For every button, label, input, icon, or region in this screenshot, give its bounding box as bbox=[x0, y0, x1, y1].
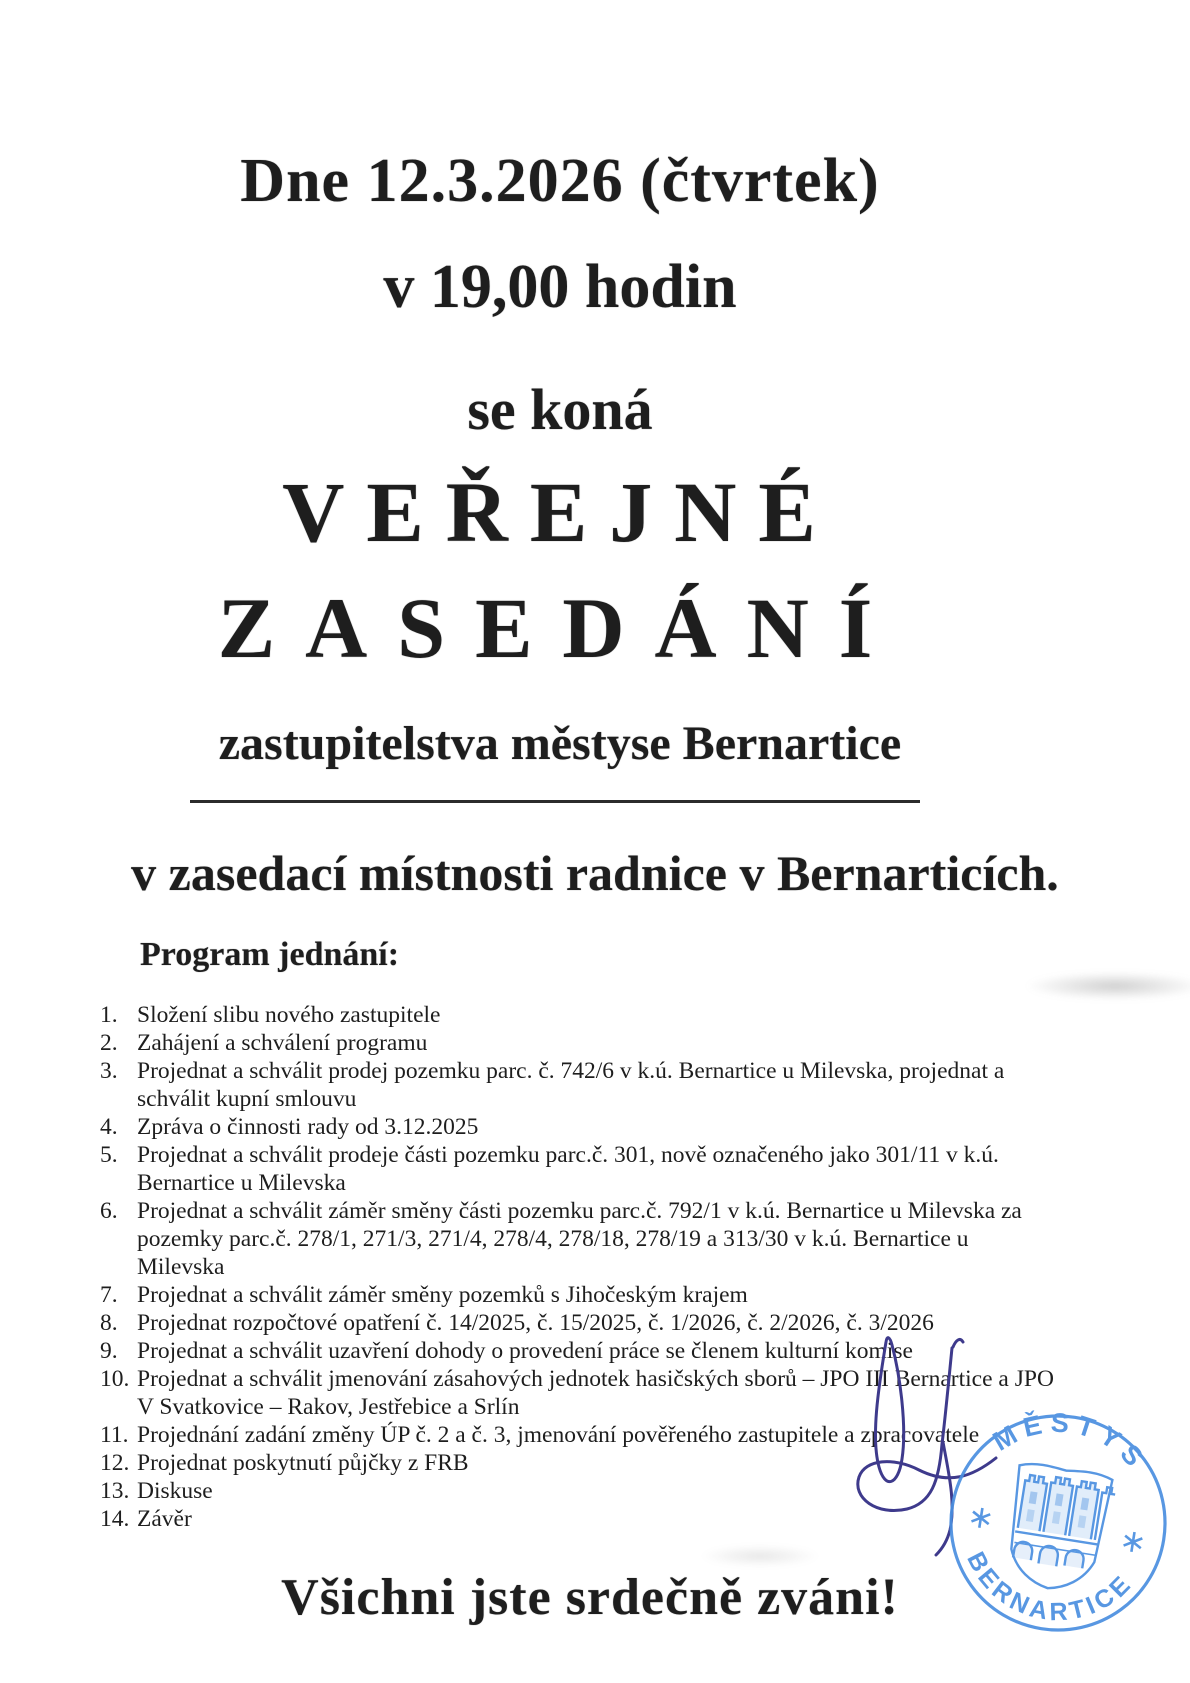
svg-text:MĚSTYS bbox=[984, 1396, 1159, 1481]
agenda-item-number: 7. bbox=[100, 1282, 118, 1308]
stamp-bottom-text: BERNARTICE bbox=[961, 1547, 1139, 1627]
meeting-time: v 19,00 hodin bbox=[383, 253, 737, 321]
agenda-item-text: Projednání zadání změny ÚP č. 2 a č. 3, jmenování pověřeného zastupitele a zpracovatele bbox=[137, 1422, 980, 1448]
agenda-item-number: 12. bbox=[100, 1450, 130, 1476]
agenda-item-number: 10. bbox=[100, 1366, 130, 1392]
agenda-item bbox=[100, 1029, 1058, 1057]
agenda-item-text: Diskuse bbox=[137, 1478, 213, 1504]
agenda-item bbox=[100, 1113, 1058, 1141]
invitation-line: Všichni jste srdečně zváni! bbox=[281, 1569, 899, 1626]
agenda-item-number: 11. bbox=[100, 1422, 129, 1448]
agenda-item-number: 14. bbox=[100, 1506, 130, 1532]
agenda-item bbox=[100, 1001, 1058, 1029]
stamp-coat-of-arms-icon bbox=[1001, 1461, 1118, 1596]
stamp-right-star-icon bbox=[1123, 1531, 1143, 1553]
meeting-location: v zasedací místnosti radnice v Bernarticích. bbox=[131, 845, 1059, 901]
agenda-item-text: Projednat a schválit prodeje části pozemku parc.č. 301, nově označeného jako 301/11 v k.ú. Bernartice u Milevska bbox=[137, 1142, 999, 1196]
agenda-heading: Program jednání: bbox=[140, 936, 400, 973]
agenda-item-text: Projednat a schválit jmenování zásahových jednotek hasičských sborů – JPO III Bernartice a JPO V Svatkovice – Rakov, Jestřebice a Srlín bbox=[137, 1366, 1054, 1420]
agenda-item-number: 1. bbox=[100, 1002, 118, 1028]
agenda-item-text: Projednat a schválit prodej pozemku parc. č. 742/6 v k.ú. Bernartice u Milevska, projednat a schválit kupní smlouvu bbox=[137, 1058, 1005, 1112]
agenda-item-number: 9. bbox=[100, 1338, 118, 1364]
main-title-line2: ZASEDÁNÍ bbox=[217, 580, 903, 676]
agenda-item-number: 8. bbox=[100, 1310, 118, 1336]
agenda-item bbox=[100, 1057, 1058, 1113]
agenda-item-text: Projednat a schválit záměr směny pozemků s Jihočeským krajem bbox=[137, 1282, 748, 1308]
horizontal-divider bbox=[190, 800, 920, 803]
municipal-stamp bbox=[924, 1389, 1190, 1657]
agenda-item-text: Zahájení a schválení programu bbox=[137, 1030, 428, 1056]
agenda-item-number: 5. bbox=[100, 1142, 118, 1168]
agenda-item-number: 6. bbox=[100, 1198, 118, 1224]
council-subtitle: zastupitelstva městyse Bernartice bbox=[218, 717, 902, 770]
scan-smudge bbox=[1025, 972, 1190, 1000]
agenda-item-text: Projednat a schválit záměr směny části pozemku parc.č. 792/1 v k.ú. Bernartice u Milevska za pozemky parc.č. 278/1, 271/3, 271/4, 278/4, 278/18, 278/19 a 313/30 v k.ú. Bernartice u Milevska bbox=[137, 1198, 1022, 1280]
agenda-item-text: Složení slibu nového zastupitele bbox=[137, 1002, 441, 1028]
agenda-item-number: 2. bbox=[100, 1030, 118, 1056]
main-title-line1: VEŘEJNÉ bbox=[282, 464, 838, 560]
agenda-item-text: Projednat poskytnutí půjčky z FRB bbox=[137, 1450, 469, 1476]
agenda-item-text: Projednat a schválit uzavření dohody o provedení práce se členem kulturní komise bbox=[137, 1338, 913, 1364]
stamp-left-star-icon bbox=[971, 1507, 991, 1529]
agenda-item-text: Projednat rozpočtové opatření č. 14/2025, č. 15/2025, č. 1/2026, č. 2/2026, č. 3/2026 bbox=[137, 1310, 934, 1336]
intro-text: se koná bbox=[467, 377, 653, 442]
meeting-date: Dne 12.3.2026 (čtvrtek) bbox=[240, 147, 880, 215]
agenda-item-text: Závěr bbox=[137, 1506, 192, 1532]
agenda-item bbox=[100, 1141, 1058, 1197]
stamp-top-text: MĚSTYS bbox=[987, 1407, 1154, 1478]
agenda-item-text: Zpráva o činnosti rady od 3.12.2025 bbox=[137, 1114, 479, 1140]
agenda-item-number: 4. bbox=[100, 1114, 118, 1140]
agenda-item-number: 13. bbox=[100, 1478, 130, 1504]
agenda-item-number: 3. bbox=[100, 1058, 118, 1084]
scan-smudge bbox=[700, 1545, 820, 1567]
